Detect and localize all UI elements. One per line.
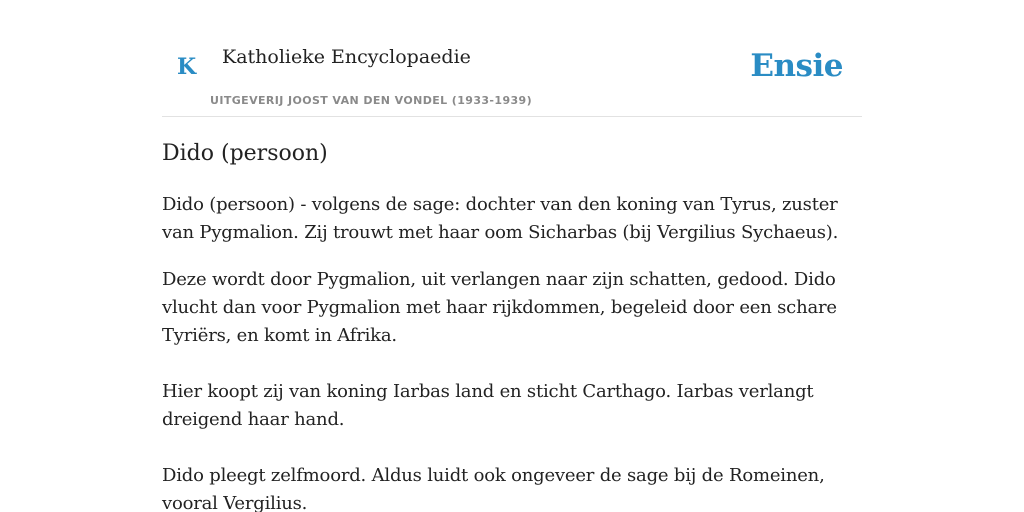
site-title[interactable]: Katholieke Encyclopaedie (222, 46, 471, 68)
article-title: Dido (persoon) (162, 141, 328, 166)
article-content (162, 138, 862, 512)
article-paragraph: Dido (persoon) - volgens de sage: dochter van den koning van Tyrus, zuster van Pygmalion. Zij trouwt met haar oom Sicharbas (bij Vergilius Sychaeus). (162, 194, 839, 243)
article-paragraph: Deze wordt door Pygmalion, uit verlangen naar zijn schatten, gedood. Dido vlucht dan voor Pygmalion met haar rijkdommen, begeleid door een schare Tyriërs, en komt in Afrika. (162, 269, 837, 346)
publisher-subtitle: UITGEVERIJ JOOST VAN DEN VONDEL (1933-1939) (210, 94, 533, 107)
article-paragraph: Dido pleegt zelfmoord. Aldus luidt ook ongeveer de sage bij de Romeinen, vooral Vergilius. (162, 465, 825, 512)
article-paragraph: Hier koopt zij van koning Iarbas land en sticht Carthago. Iarbas verlangt dreigend haar hand. (162, 381, 814, 430)
site-header (162, 0, 862, 117)
ensie-brand-link[interactable]: Ensie (750, 48, 843, 84)
site-logo-icon[interactable]: K (177, 54, 197, 80)
